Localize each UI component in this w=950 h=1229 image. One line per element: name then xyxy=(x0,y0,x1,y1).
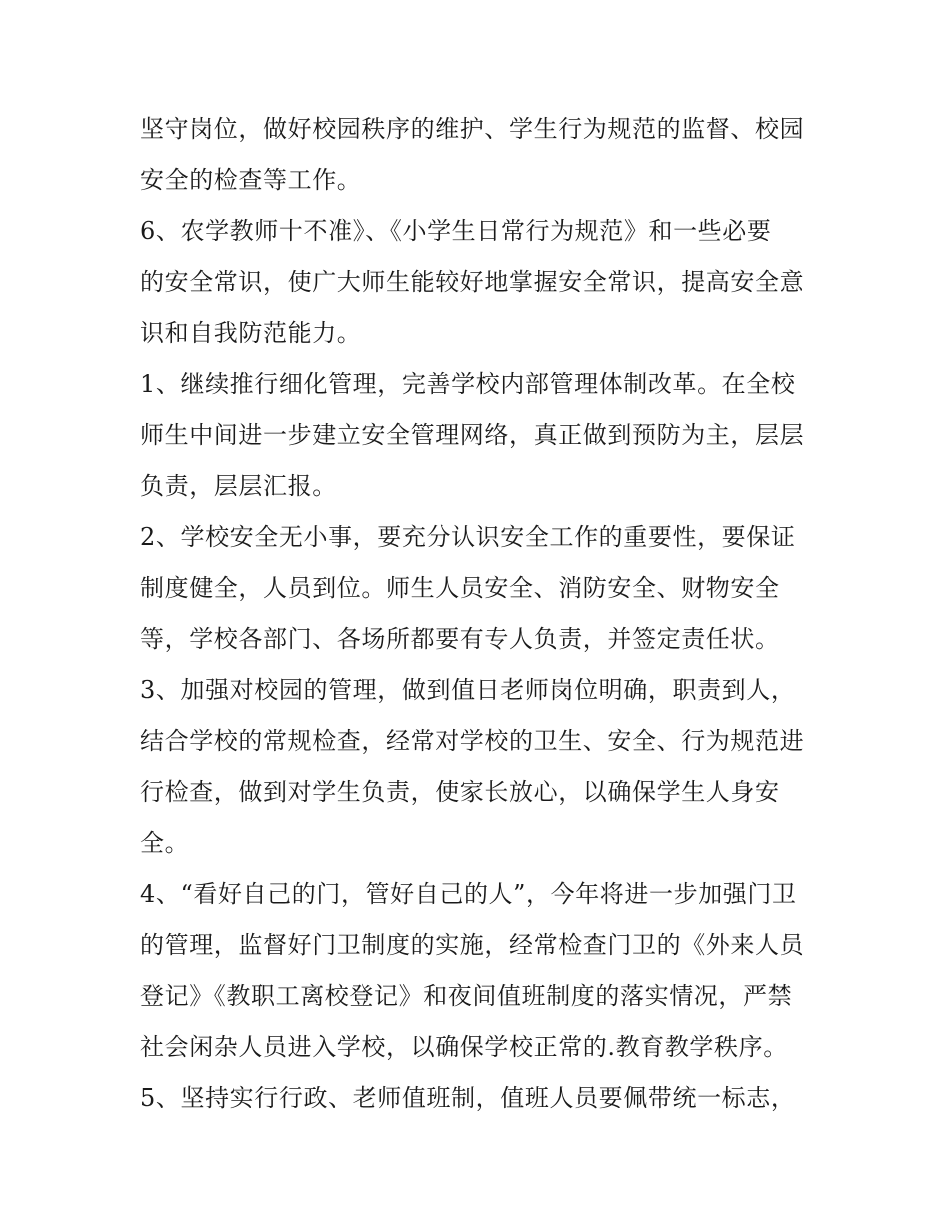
document-body xyxy=(140,104,820,1124)
text-line: 师生中间进一步建立安全管理网络，真正做到预防为主，层层 xyxy=(140,421,805,449)
text-line: 6、农学教师十不准》、《小学生日常行为规范》和一些必要 xyxy=(140,217,772,245)
text-line: 登记》《教职工离校登记》和夜间值班制度的落实情况，严禁 xyxy=(140,982,793,1010)
text-line: 全。 xyxy=(140,829,190,857)
text-line: 社会闲杂人员进入学校，以确保学校正常的.教育教学秩序。 xyxy=(140,1033,788,1061)
text-line: 的安全常识，使广大师生能较好地掌握安全常识，提高安全意 xyxy=(140,268,805,296)
text-line: 负责，层层汇报。 xyxy=(140,472,337,500)
text-line: 识和自我防范能力。 xyxy=(140,319,362,347)
text-line: 2、学校安全无小事，要充分认识安全工作的重要性，要保证 xyxy=(140,523,796,551)
text-line: 行检查，做到对学生负责，使家长放心，以确保学生人身安 xyxy=(140,778,780,806)
text-line: 5、坚持实行行政、老师值班制，值班人员要佩带统一标志， xyxy=(140,1084,796,1112)
text-line: 安全的检查等工作。 xyxy=(140,166,362,194)
text-line: 的管理，监督好门卫制度的实施，经常检查门卫的《外来人员 xyxy=(140,931,805,959)
text-line: 制度健全，人员到位。师生人员安全、消防安全、财物安全 xyxy=(140,574,780,602)
text-line: 4、“看好自己的门，管好自己的人”，今年将进一步加强门卫 xyxy=(140,880,797,908)
text-line: 结合学校的常规检查，经常对学校的卫生、安全、行为规范进 xyxy=(140,727,805,755)
text-line: 3、加强对校园的管理，做到值日老师岗位明确，职责到人， xyxy=(140,676,796,704)
text-line: 坚守岗位，做好校园秩序的维护、学生行为规范的监督、校园 xyxy=(140,115,805,143)
text-line: 等，学校各部门、各场所都要有专人负责，并签定责任状。 xyxy=(140,625,780,653)
text-line: 1、继续推行细化管理，完善学校内部管理体制改革。在全校 xyxy=(140,370,796,398)
